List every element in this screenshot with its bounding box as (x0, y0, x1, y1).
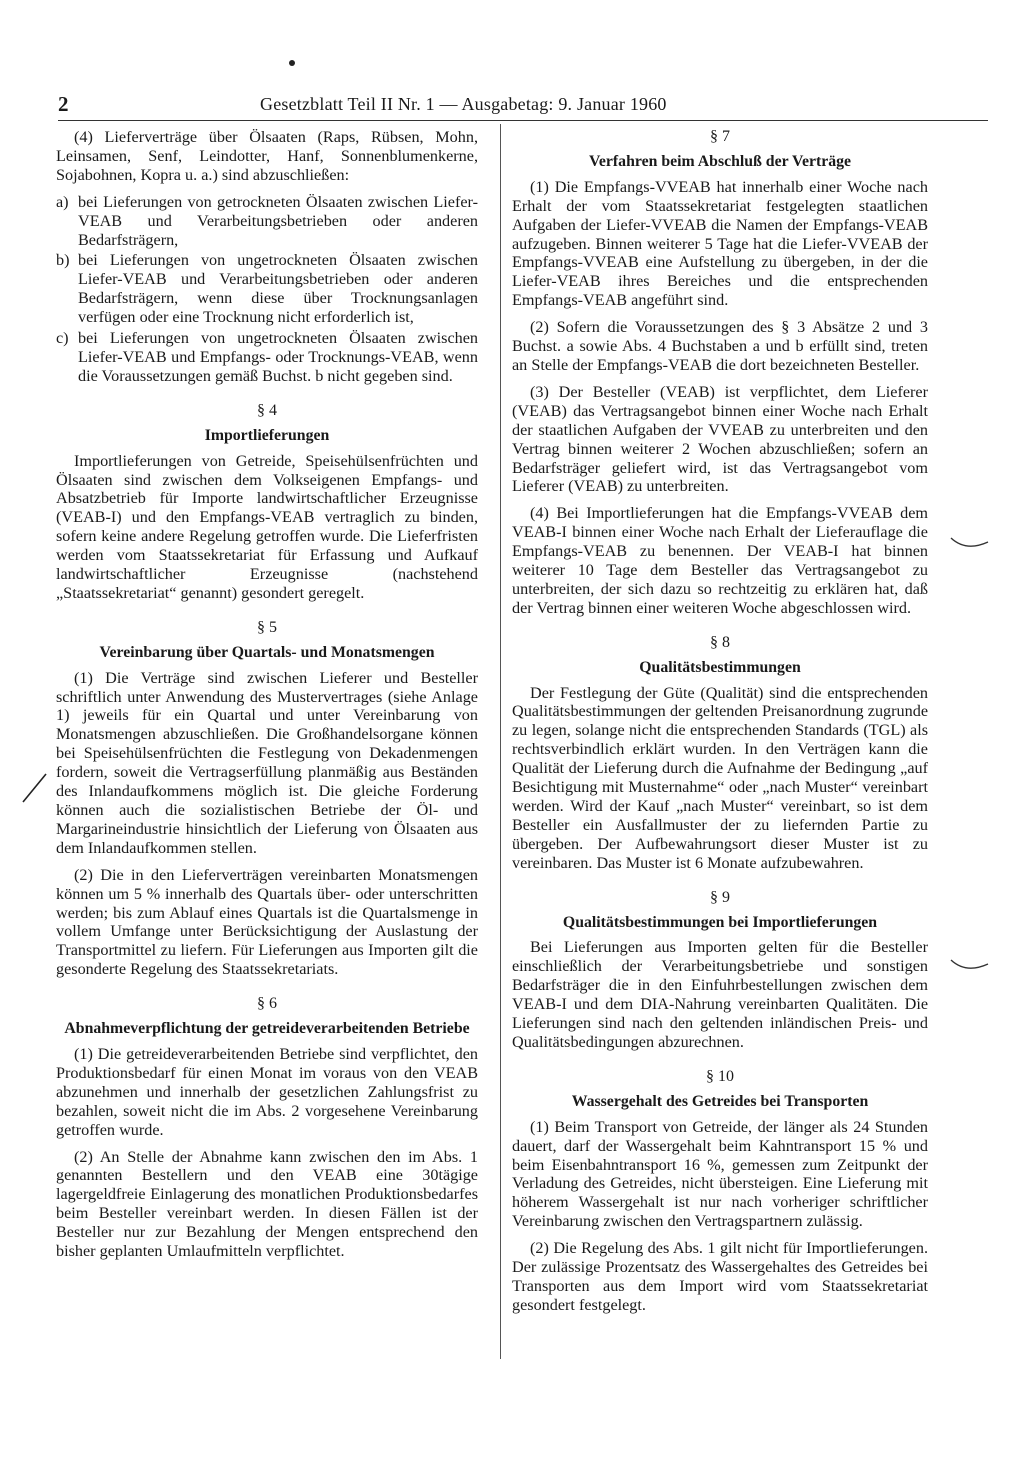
margin-slash-mark (20, 772, 50, 804)
section-title: Importlieferungen (204, 426, 330, 444)
paragraph: (3) Der Besteller (VEAB) ist verpflichtet, dem Lieferer (VEAB) das Vertragsangebot binnen einer Woche nach Erhalt der staatlichen Aufgaben der VVEAB zu unterbreiten und den Vertrag binnen weiterer 2 Wochen abzuschließen; sofern an Bedarfsträger geliefert wird, ist das Vertragsangebot vom Lieferer (VEAB) zu unterbreiten. (512, 382, 928, 496)
list-text: bei Lieferungen von getrockneten Ölsaaten zwischen Liefer-VEAB und Verarbeitungsbetrieben oder anderen Bedarfsträgern, (78, 192, 478, 249)
list-item (56, 251, 478, 327)
paragraph: (2) An Stelle der Abnahme kann zwischen den im Abs. 1 genannten Bestellern und den VEAB eine 30tägige lagergeldfreie Einlagerung des monatlichen Produktionsbedarfes beim Besteller vereinbart werden. In diesen Fällen ist der Besteller nur zur Bezahlung der Mengen entsprechend den bisher geplanten Umlaufmitteln verpflichtet. (56, 1147, 478, 1261)
list-item (56, 193, 478, 250)
paragraph: (2) Sofern die Voraussetzungen des § 3 Absätze 2 und 3 Buchst. a sowie Abs. 4 Buchstaben a und b erfüllt sind, treten an Stelle der Empfangs-VEAB die dort bezeichneten Besteller. (512, 318, 928, 374)
ink-dot (289, 60, 295, 66)
section-title: Wassergehalt des Getreides bei Transporten (571, 1092, 869, 1110)
page-header (58, 92, 988, 121)
paragraph: (2) Die in den Lieferverträgen vereinbarten Monatsmengen können um 5 % innerhalb des Quartals über- oder unterschritten werden; bis zum Ablauf eines Quartals ist die Quartalsmenge in vollem Umfange unter Berücksichtigung der Auslastung der Transportmittel zu liefern. Für Lieferungen aus Importen gilt die gesonderte Regelung des Staatssekretariats. (56, 865, 478, 979)
paragraph: (1) Die Empfangs-VVEAB hat innerhalb einer Woche nach Erhalt der vom Staatssekretariat festgelegten staatlichen Aufgaben der Liefer-VVEAB die Namen der Empfangs-VEAB aufzugeben. Binnen weiterer 5 Tage hat die Liefer-VVEAB der Empfangs-VVEAB eine Aufstellung zu übergeben, in der die Liefer-VEAB ihres Bereiches und die entsprechenden Empfangs-VEAB angeführt sind. (512, 177, 928, 310)
list-label: c) (56, 329, 69, 348)
paragraph: (1) Die Verträge sind zwischen Lieferer und Besteller schriftlich unter Anwendung des Mustervertrages (siehe Anlage 1) jeweils für ein Quartal und unter Vereinbarung von Monatsmengen abzuschließen. Die Großhandelsorgane können bei Speisehülsenfrüchten die Festlegung von Dekadenmengen fordern, soweit die Vertragserfüllung planmäßig aus Beständen des Inlandaufkommens möglich ist. Die gleiche Forderung können auch die sozialistischen Betriebe der Öl- und Margarineindustrie hinsichtlich der Lieferung von Ölsaaten aus dem Inlandaufkommen stellen. (56, 668, 478, 857)
list-text: bei Lieferungen von ungetrockneten Ölsaaten zwischen Liefer-VEAB und Empfangs- oder Trocknungs-VEAB, wenn die Voraussetzungen gemäß Buchst. b nicht gegeben sind. (78, 329, 478, 385)
margin-tick-mark (948, 956, 992, 974)
column-divider (500, 124, 501, 1359)
section-number: § 10 (706, 1067, 734, 1085)
paragraph: (4) Bei Importlieferungen hat die Empfangs-VVEAB dem VEAB-I binnen einer Woche nach Erhalt der Lieferauflage die Empfangs-VEAB zu benennen. Der VEAB-I hat binnen weiterer 10 Tage dem Besteller das Vertragsangebot zu unterbreiten, der sich dazu so rechtzeitig zu erklären hat, daß der Vertrag binnen einer weiteren Woche abgeschlossen wird. (512, 504, 928, 617)
running-title: Gesetzblatt Teil II Nr. 1 — Ausgabetag: 9. Januar 1960 (260, 94, 667, 114)
list-label: a) (56, 192, 69, 211)
section-title: Vereinbarung über Quartals- und Monatsmengen (99, 643, 435, 661)
page-number: 2 (58, 92, 69, 116)
paragraph: Bei Lieferungen aus Importen gelten für die Besteller einschließlich der Verarbeitungsbetriebe und sonstigen Bedarfsträger die in den Einfuhrbestellungen zwischen dem VEAB-I und dem DIA-Nahrung vereinbarten Qualitäten. Die Lieferungen sind nach den geltenden inländischen Preis- und Qualitätsbedingungen abzurechnen. (512, 938, 928, 1051)
section-number: § 6 (257, 995, 277, 1013)
left-column (56, 128, 478, 1269)
section-number: § 4 (257, 401, 277, 419)
paragraph: (1) Die getreideverarbeitenden Betriebe sind verpflichtet, den Produktionsbedarf für einen Monat im voraus von den VEAB abzunehmen und innerhalb der gesetzlichen Zahlungsfrist zu bezahlen, soweit nicht die im Abs. 2 vorgesehene Vereinbarung getroffen wurde. (56, 1044, 478, 1139)
section-title: Abnahmeverpflichtung der getreideverarbeitenden Betriebe (64, 1020, 470, 1038)
section-title: Qualitätsbestimmungen bei Importlieferungen (562, 913, 878, 931)
paragraph: (2) Die Regelung des Abs. 1 gilt nicht für Importlieferungen. Der zulässige Prozentsatz des Wassergehaltes des Getreides bei Transporten aus dem Import wird vom Staatssekretariat gesondert festgelegt. (512, 1239, 928, 1314)
paragraph: Der Festlegung der Güte (Qualität) sind die entsprechenden Qualitätsbestimmungen der geltenden Preisanordnung zugrunde zu legen, solange nicht die entsprechenden Standards (TGL) als rechtsverbindlich erklärt wurden. In den Verträgen kann die Qualität der Lieferung durch die Aufnahme der Bedingung „auf Besichtigung mit Musternahme“ oder „nach Muster“ vereinbart werden. Wird der Kauf „nach Muster“ vereinbart, so ist dem Besteller ein Ausfallmuster der zu liefernden Partie zu übergeben. Der Aufbewahrungsort dieser Muster ist zu vereinbaren. Das Muster ist 6 Monate aufzubewahren. (512, 683, 928, 872)
section-number: § 9 (710, 888, 730, 906)
list-label: b) (56, 251, 70, 270)
paragraph: (1) Beim Transport von Getreide, der länger als 24 Stunden dauert, darf der Wassergehalt beim Kahntransport 15 % und beim Eisenbahntransport 16 %, gemessen zum Zeitpunkt der Verladung des Getreides, nicht übersteigen. Eine Lieferung mit höherem Wassergehalt ist nur nach vorheriger schriftlicher Vereinbarung zwischen den Vertragspartnern zulässig. (512, 1117, 928, 1231)
section-title: Qualitätsbestimmungen (639, 658, 801, 676)
list-text: bei Lieferungen von ungetrockneten Ölsaaten zwischen Liefer-VEAB und Verarbeitungsbetrieben oder anderen Bedarfsträgern, wenn diese über Trocknungsanlagen verfügen oder eine Trocknung nicht erforderlich ist, (78, 251, 478, 327)
section-number: § 8 (710, 633, 730, 651)
right-column (512, 128, 928, 1323)
paragraph: (4) Lieferverträge über Ölsaaten (Raps, Rübsen, Mohn, Leinsamen, Senf, Leindotter, Hanf, Sonnenblumenkerne, Sojabohnen, Kopra u. a.) sind abzuschließen: (56, 128, 478, 184)
list-item (56, 329, 478, 386)
paragraph: Importlieferungen von Getreide, Speisehülsenfrüchten und Ölsaaten sind zwischen dem Volkseigenen Empfangs- und Absatzbetrieb für Importe landwirtschaftlicher Erzeugnisse (VEAB-I) und den Empfangs-VEAB vertraglich zu binden, sofern keine andere Regelung getroffen wurde. Die Lieferfristen werden vom Staatssekretariat für Erfassung und Aufkauf landwirtschaftlicher Erzeugnisse (nachstehend „Staatssekretariat“ genannt) gesondert geregelt. (56, 451, 478, 602)
margin-tick-mark (948, 534, 992, 552)
section-title: Verfahren beim Abschluß der Verträge (588, 152, 852, 170)
section-number: § 5 (257, 618, 277, 636)
section-number: § 7 (710, 128, 730, 145)
